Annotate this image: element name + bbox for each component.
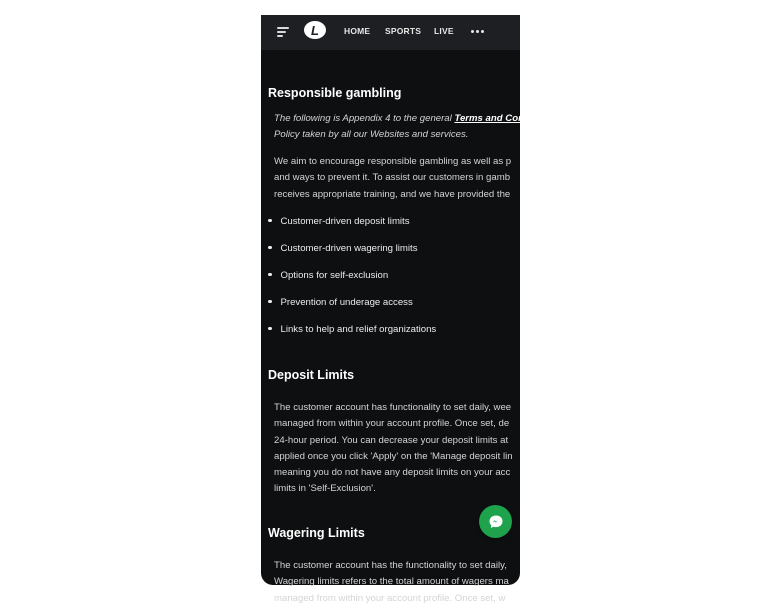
- phone-screen: [261, 15, 524, 604]
- responsible-paragraph: [274, 154, 511, 203]
- brand-logo[interactable]: L: [304, 21, 326, 39]
- bullet-icon: [268, 246, 272, 250]
- bullet-icon: [268, 273, 272, 277]
- list-item: Customer-driven wagering limits: [268, 243, 418, 254]
- chat-bubble-icon: [488, 514, 504, 530]
- paragraph-line: managed from within your account profile. Once set, de: [274, 418, 510, 430]
- intro-text: The following is Appendix 4 to the general: [274, 113, 455, 124]
- wagering-limits-heading: Wagering Limits: [268, 526, 365, 540]
- hamburger-menu-icon[interactable]: [277, 26, 290, 38]
- list-item: Prevention of underage access: [268, 297, 413, 308]
- paragraph-line: We aim to encourage responsible gambling as well as p: [274, 156, 512, 167]
- top-navigation-bar: [261, 15, 520, 50]
- paragraph-line: meaning you do not have any deposit limits on your acc: [274, 467, 511, 479]
- bullet-icon: [268, 327, 272, 331]
- paragraph-line: limits in 'Self-Exclusion'.: [274, 483, 376, 495]
- paragraph-line: managed from within your account profile. Once set, w: [274, 592, 506, 604]
- nav-home[interactable]: HOME: [344, 26, 371, 36]
- more-options-icon[interactable]: [471, 30, 485, 33]
- intro-text-line2: Policy taken by all our Websites and services.: [274, 129, 469, 141]
- bullet-icon: [268, 219, 272, 223]
- bullet-icon: [268, 300, 272, 304]
- intro-paragraph: [274, 111, 524, 144]
- responsible-gambling-heading: Responsible gambling: [268, 86, 402, 100]
- nav-sports[interactable]: SPORTS: [385, 26, 422, 36]
- paragraph-line: and ways to prevent it. To assist our customers in gamb: [274, 172, 511, 184]
- paragraph-line: The customer account has functionality to set daily, wee: [274, 402, 512, 413]
- list-item: Customer-driven deposit limits: [268, 216, 410, 227]
- paragraph-line: The customer account has the functionality to set daily,: [274, 560, 507, 571]
- paragraph-line: 24-hour period. You can decrease your deposit limits at: [274, 434, 509, 446]
- wagering-paragraph: [274, 558, 509, 607]
- nav-live[interactable]: LIVE: [434, 26, 454, 36]
- deposit-limits-heading: Deposit Limits: [268, 368, 355, 382]
- terms-link[interactable]: Terms and Con: [454, 113, 524, 124]
- paragraph-line: receives appropriate training, and we have provided the: [274, 188, 511, 200]
- deposit-paragraph: [274, 400, 513, 498]
- page-content: [261, 50, 524, 604]
- list-item: Options for self-exclusion: [268, 270, 388, 281]
- chat-button[interactable]: [479, 505, 512, 538]
- paragraph-line: Wagering limits refers to the total amount of wagers ma: [274, 576, 509, 588]
- paragraph-line: applied once you click 'Apply' on the 'Manage deposit lin: [274, 450, 513, 462]
- list-item: Links to help and relief organizations: [268, 324, 436, 335]
